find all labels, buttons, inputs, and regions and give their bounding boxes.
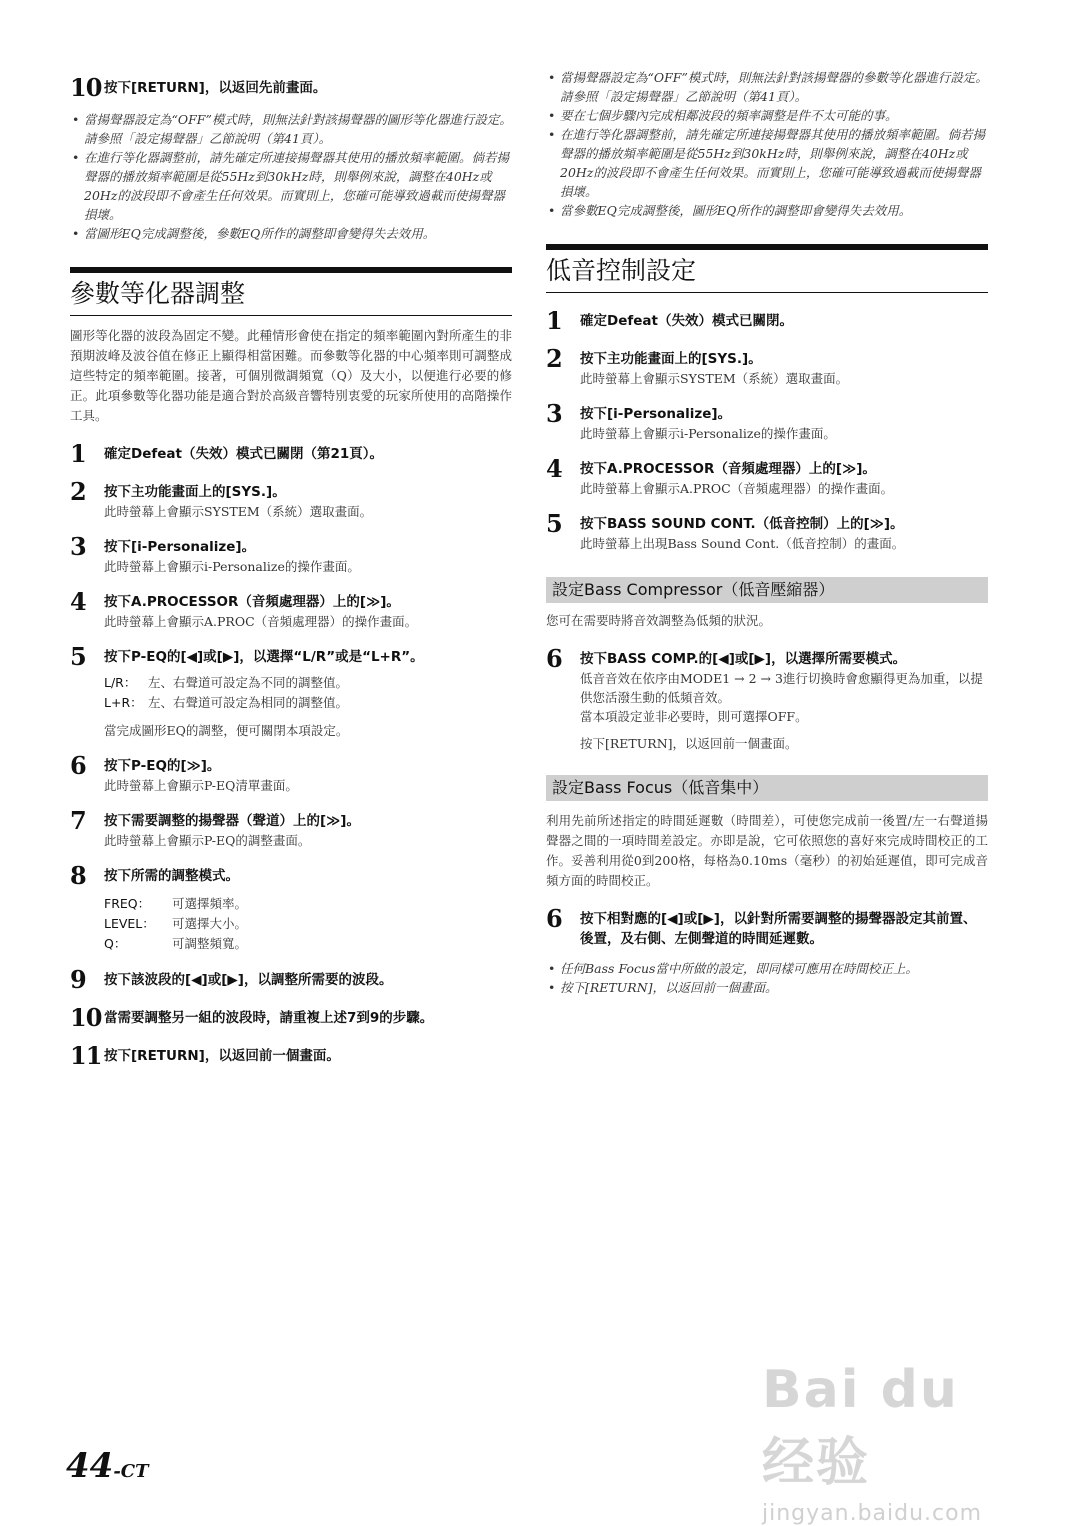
notes-list: [70, 110, 512, 243]
right-column: [546, 68, 988, 997]
step-title: 按下[RETURN]，以返回前一個畫面。: [104, 1048, 340, 1064]
step-number: 2: [546, 344, 562, 373]
step-7: [70, 806, 512, 850]
watermark-url: jingyan.baidu.com: [762, 1501, 983, 1526]
step-6: [70, 751, 512, 795]
note-item: • 要在七個步驟內完成相鄰波段的頻率調整是件不太可能的事。: [546, 106, 988, 125]
option-value: 左、右聲道可設定為不同的調整值。: [148, 675, 349, 690]
note-item: • 當圖形EQ完成調整後，參數EQ所作的調整即會變得失去效用。: [70, 224, 512, 243]
watermark-logo: Bai du 经验: [762, 1360, 959, 1493]
page-suffix: -CT: [113, 1461, 149, 1482]
note-item: • 任何Bass Focus當中所做的設定，即同樣可應用在時間校正上。: [546, 959, 988, 978]
option-row: [104, 914, 512, 934]
step-title: 按下該波段的[◀]或[▶]，以調整所需要的波段。: [104, 972, 393, 988]
focus-step-6: [546, 904, 988, 949]
step-number: 1: [546, 306, 562, 335]
step-number: 7: [70, 806, 86, 835]
step-number: 11: [70, 1041, 102, 1070]
option-key: FREQ：: [104, 896, 151, 911]
step-5: [70, 642, 512, 740]
section-title: 低音控制設定: [546, 244, 988, 293]
option-row: [104, 693, 512, 713]
step-description: 此時螢幕上出現Bass Sound Cont.（低音控制）的畫面。: [580, 536, 905, 551]
option-row: [104, 934, 512, 954]
compressor-step-6: [546, 644, 988, 753]
notes-list: [546, 68, 988, 220]
step-description: 當本項設定並非必要時，則可選擇OFF。: [580, 709, 808, 724]
step-title: 按下所需的調整模式。: [104, 868, 239, 884]
step-title: 確定Defeat（失效）模式已關閉（第21頁）。: [104, 446, 383, 462]
step-description: 此時螢幕上會顯示P-EQ清單畫面。: [104, 778, 298, 793]
step-1: [70, 439, 512, 468]
adjust-mode-options: [104, 894, 512, 954]
step-4: [70, 587, 512, 631]
step-number: 9: [70, 965, 86, 994]
step-description: 此時螢幕上會顯示SYSTEM（系統）選取畫面。: [580, 371, 849, 386]
step-title: 按下BASS SOUND CONT.（低音控制）上的[≫]。: [580, 516, 904, 532]
option-key: L/R：: [104, 675, 137, 690]
step-number: 5: [70, 642, 86, 671]
step-number: 8: [70, 861, 86, 890]
step-1: [546, 306, 988, 335]
step-title: 按下A.PROCESSOR（音頻處理器）上的[≫]。: [104, 594, 400, 610]
step-number: 5: [546, 509, 562, 538]
option-row: [104, 673, 512, 693]
compressor-intro: 您可在需要時將音效調整為低頻的狀況。: [546, 613, 772, 628]
note-item: • 在進行等化器調整前，請先確定所連接揚聲器其使用的播放頻率範圍。倘若揚聲器的播放頻率範圍是從55Hz到30kHz時，則舉例來說，調整在40Hz或20Hz的波段即不會產生任何效果。而實則上，您確可能導致過載而使揚聲器損壞。: [70, 148, 512, 224]
step-2: [70, 477, 512, 521]
step-number: 4: [70, 587, 86, 616]
step-10: [70, 1003, 512, 1032]
step-title: 按下主功能畫面上的[SYS.]。: [580, 351, 762, 367]
step-11: [70, 1041, 512, 1070]
note-item: • 當揚聲器設定為“OFF”模式時，則無法針對該揚聲器的參數等化器進行設定。請參照「設定揚聲器」乙節說明（第41頁）。: [546, 68, 988, 106]
note-item: • 按下[RETURN]，以返回前一個畫面。: [546, 978, 988, 997]
intro-paragraph: 圖形等化器的波段為固定不變。此種情形會使在指定的頻率範圍內對所產生的非預期波峰及波谷值在修正上顯得相當困難。而參數等化器的中心頻率則可調整成這些特定的頻率範圍。接著，可個別微調頻寬（Q）及大小，以便進行必要的修正。此項參數等化器功能是適合對於高級音響特別衷愛的玩家所使用的高階操作工具。: [70, 328, 512, 423]
notes-list: [546, 959, 988, 997]
focus-intro: 利用先前所述指定的時間延遲數（時間差），可使您完成前一後置/左一右聲道揚聲器之間的一項時間差設定。亦即是說，它可依照您的喜好來完成時間校正的工作。妥善利用從0到200格，每格為0.10ms（毫秒）的初始延遲值，即可完成音頻方面的時間校正。: [546, 813, 988, 888]
watermark: [762, 1360, 1012, 1526]
step-title: 按下[RETURN]，以返回先前畫面。: [104, 80, 327, 96]
step-description: 低音音效在依序由MODE1 → 2 → 3進行切換時會愈顯得更為加重，以提供您活潑生動的低頻音效。: [580, 671, 983, 705]
step-8: [70, 861, 512, 954]
page-number-value: 44: [66, 1446, 114, 1486]
step-number: 3: [546, 399, 562, 428]
channel-options: [104, 673, 512, 713]
step-title: 按下P-EQ的[◀]或[▶]，以選擇“L/R”或是“L+R”。: [104, 649, 424, 665]
step-5: [546, 509, 988, 553]
note-item: • 當參數EQ完成調整後，圖形EQ所作的調整即會變得失去效用。: [546, 201, 988, 220]
step-number: 2: [70, 477, 86, 506]
left-column: [70, 66, 512, 1068]
step-description: 此時螢幕上會顯示A.PROC（音頻處理器）的操作畫面。: [104, 614, 418, 629]
bass-compressor-heading: 設定Bass Compressor（低音壓縮器）: [546, 577, 988, 603]
note-item: • 當揚聲器設定為“OFF”模式時，則無法針對該揚聲器的圖形等化器進行設定。請參照「設定揚聲器」乙節說明（第41頁）。: [70, 110, 512, 148]
step-3: [546, 399, 988, 443]
step-title: 按下[i-Personalize]。: [104, 539, 256, 555]
step-4: [546, 454, 988, 498]
step-number: 10: [70, 73, 102, 102]
option-key: Q：: [104, 936, 127, 951]
bass-focus-heading: 設定Bass Focus（低音集中）: [546, 775, 988, 801]
step-title: 按下P-EQ的[≫]。: [104, 758, 221, 774]
step-title: 按下相對應的[◀]或[▶]，以針對所需要調整的揚聲器設定其前置、後置，及右側、左側聲道的時間延遲數。: [580, 911, 977, 947]
option-row: [104, 894, 512, 914]
step-description: 按下[RETURN]，以返回前一個畫面。: [580, 736, 798, 751]
step-number: 1: [70, 439, 86, 468]
option-value: 可選擇大小。: [172, 916, 248, 931]
step-description: 此時螢幕上會顯示i-Personalize的操作畫面。: [580, 426, 836, 441]
note-item: • 在進行等化器調整前，請先確定所連接揚聲器其使用的播放頻率範圍。倘若揚聲器的播放頻率範圍是從55Hz到30kHz時，則舉例來說，調整在40Hz或20Hz的波段即不會產生任何效果。而實則上，您確可能導致過載而使揚聲器損壞。: [546, 125, 988, 201]
step-title: 確定Defeat（失效）模式已關閉。: [580, 313, 793, 329]
step-title: 按下BASS COMP.的[◀]或[▶]，以選擇所需要模式。: [580, 651, 907, 667]
step-number: 10: [70, 1003, 102, 1032]
page-number: [66, 1446, 149, 1486]
section-title: 參數等化器調整: [70, 267, 512, 316]
step-9: [70, 965, 512, 994]
step-10-top: [70, 73, 512, 102]
step-title: 按下主功能畫面上的[SYS.]。: [104, 484, 286, 500]
option-value: 可調整頻寬。: [172, 936, 248, 951]
step-number: 3: [70, 532, 86, 561]
step-3: [70, 532, 512, 576]
option-value: 左、右聲道可設定為相同的調整值。: [148, 695, 349, 710]
step-2: [546, 344, 988, 388]
step-description: 此時螢幕上會顯示P-EQ的調整畫面。: [104, 833, 311, 848]
step-title: 按下[i-Personalize]。: [580, 406, 732, 422]
option-value: 可選擇頻率。: [172, 896, 248, 911]
step-number: 6: [546, 644, 562, 673]
step-number: 4: [546, 454, 562, 483]
step-title: 按下需要調整的揚聲器（聲道）上的[≫]。: [104, 813, 360, 829]
step-title: 當需要調整另一組的波段時，請重複上述7到9的步驟。: [104, 1010, 434, 1026]
step-description: 當完成圖形EQ的調整，便可關閉本項設定。: [104, 723, 349, 738]
step-title: 按下A.PROCESSOR（音頻處理器）上的[≫]。: [580, 461, 876, 477]
step-description: 此時螢幕上會顯示i-Personalize的操作畫面。: [104, 559, 360, 574]
option-key: LEVEL：: [104, 916, 155, 931]
step-description: 此時螢幕上會顯示SYSTEM（系統）選取畫面。: [104, 504, 373, 519]
step-number: 6: [70, 751, 86, 780]
option-key: L+R：: [104, 695, 143, 710]
step-number: 6: [546, 904, 562, 933]
step-description: 此時螢幕上會顯示A.PROC（音頻處理器）的操作畫面。: [580, 481, 894, 496]
